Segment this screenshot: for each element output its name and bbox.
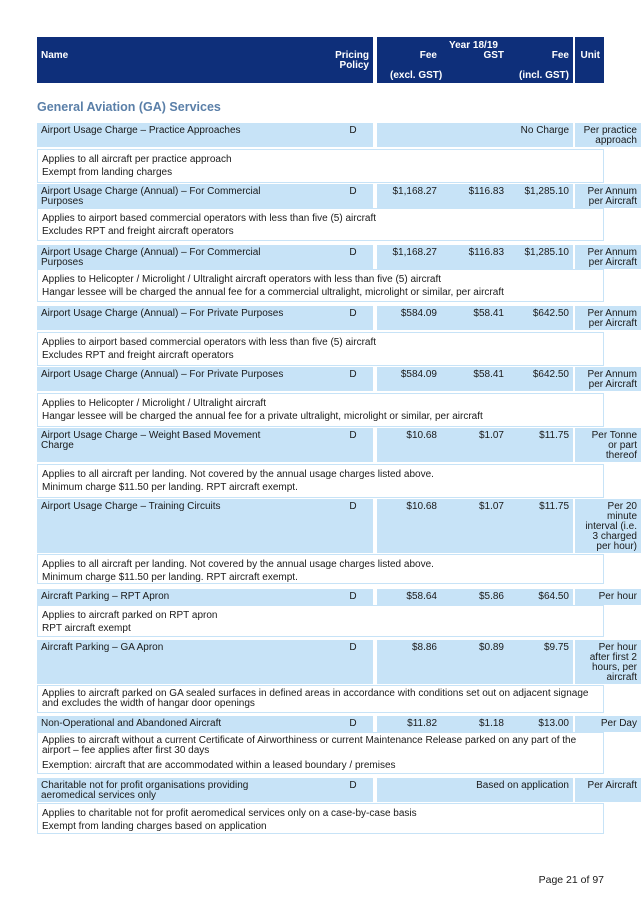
header-fee-incl-top: Fee (551, 50, 569, 61)
row-fees (377, 499, 573, 553)
header-year-cell (377, 37, 573, 83)
row-description: Applies to airport based commercial operators with less than five (5) aircraft Excludes RPT and freight aircraft operators (37, 208, 604, 241)
row-name: Airport Usage Charge (Annual) – For Private Purposes (37, 306, 333, 330)
gst-value: $5.86 (478, 591, 504, 602)
fee-incl-gst: $11.75 (539, 430, 569, 441)
row-policy: D (333, 716, 373, 732)
row-unit: Per Day (575, 716, 641, 732)
no-charge-value: No Charge (520, 125, 569, 136)
fee-excl-gst: $58.64 (406, 591, 437, 602)
row-unit: Per Annum per Aircraft (575, 184, 641, 208)
row-policy: D (333, 184, 373, 208)
row-name: Airport Usage Charge (Annual) – For Private Purposes (37, 367, 333, 391)
fee-incl-gst: $11.75 (539, 501, 569, 512)
row-unit: Per Annum per Aircraft (575, 306, 641, 330)
row-policy: D (333, 589, 373, 605)
row-description: Applies to all aircraft per practice approach Exempt from landing charges (37, 149, 604, 183)
gst-value: $0.89 (478, 642, 504, 653)
row-unit: Per Annum per Aircraft (575, 245, 641, 269)
row-name: Airport Usage Charge – Training Circuits (37, 499, 333, 553)
row-unit: Per Annum per Aircraft (575, 367, 641, 391)
row-unit: Per Aircraft (575, 778, 641, 802)
fee-excl-gst: $10.68 (406, 430, 437, 441)
row-fees (377, 778, 573, 802)
fee-excl-gst: $584.09 (400, 369, 437, 380)
row-description: Applies to aircraft parked on RPT apron RPT aircraft exempt (37, 605, 604, 637)
row-policy: D (333, 245, 373, 269)
gst-value: $1.07 (478, 430, 504, 441)
header-pricing-policy-2: Policy (339, 60, 369, 71)
row-fees (377, 640, 573, 684)
row-unit: Per hour (575, 589, 641, 605)
row-policy: D (333, 640, 373, 684)
header-year: Year 18/19 (449, 40, 498, 51)
fee-incl-gst: $9.75 (543, 642, 569, 653)
gst-value: $116.83 (468, 247, 504, 258)
section-title: General Aviation (GA) Services (37, 100, 221, 114)
header-gst: GST (483, 50, 504, 61)
row-fees (377, 589, 573, 605)
gst-value: $1.07 (478, 501, 504, 512)
row-name: Airport Usage Charge – Practice Approaches (37, 123, 333, 147)
gst-value: $58.41 (473, 308, 504, 319)
row-name: Charitable not for profit organisations providing aeromedical services only (37, 778, 333, 802)
gst-value: $1.18 (478, 718, 504, 729)
header-fee-excl-bottom: (excl. GST) (390, 70, 443, 81)
row-fees (377, 306, 573, 330)
fee-excl-gst: $1,168.27 (392, 186, 437, 197)
fee-excl-gst: $10.68 (406, 501, 437, 512)
row-description: Applies to all aircraft per landing. Not covered by the annual usage charges listed above. Minimum charge $11.50 per landing. RPT aircraft exempt. (37, 464, 604, 498)
header-fee-excl-top: Fee (419, 50, 437, 61)
row-policy: D (333, 499, 373, 553)
gst-value: $58.41 (473, 369, 504, 380)
fee-excl-gst: $8.86 (411, 642, 437, 653)
row-description: Applies to all aircraft per landing. Not covered by the annual usage charges listed above. Minimum charge $11.50 per landing. RPT aircraft exempt. (37, 554, 604, 584)
row-description: Applies to charitable not for profit aeromedical services only on a case-by-case basis Exempt from landing charges based on application (37, 803, 604, 834)
row-unit: Per hour after first 2 hours, per aircraft (575, 640, 641, 684)
row-policy: D (333, 367, 373, 391)
row-fees (377, 184, 573, 208)
row-description: Applies to aircraft without a current Certificate of Airworthiness or current Maintenance Release parked on any part of the airport – fee applies after first 30 days Exemption: aircraft that are accommodated within a leased boundary / premises (37, 732, 604, 774)
row-unit: Per Tonne or part thereof (575, 428, 641, 462)
row-name: Aircraft Parking – RPT Apron (37, 589, 333, 605)
header-unit-cell (575, 37, 604, 83)
row-name: Airport Usage Charge (Annual) – For Commercial Purposes (37, 245, 333, 269)
header-unit: Unit (580, 50, 600, 61)
row-description: Applies to Helicopter / Microlight / Ultralight aircraft Hangar lessee will be charged the annual fee for a private ultralight, microlight or similar, per aircraft (37, 393, 604, 427)
row-name: Non-Operational and Abandoned Aircraft (37, 716, 333, 732)
row-policy: D (333, 428, 373, 462)
gst-value: $116.83 (468, 186, 504, 197)
row-description: Applies to Helicopter / Microlight / Ultralight aircraft operators with less than five (5) aircraft Hangar lessee will be charged the annual fee for a commercial ultralight, microlight or similar, per aircraft (37, 269, 604, 302)
page-number: Page 21 of 97 (538, 874, 604, 886)
fee-incl-gst: $13.00 (538, 718, 569, 729)
row-fees (377, 716, 573, 732)
based-on-application-value: Based on application (476, 780, 569, 791)
row-name: Airport Usage Charge (Annual) – For Commercial Purposes (37, 184, 333, 208)
row-description: Applies to aircraft parked on GA sealed surfaces in defined areas in accordance with conditions set out on adjacent signage and excludes the width of hangar door openings (37, 685, 604, 713)
row-policy: D (333, 778, 373, 802)
fee-excl-gst: $1,168.27 (392, 247, 437, 258)
row-name: Airport Usage Charge – Weight Based Movement Charge (37, 428, 333, 462)
row-fees (377, 367, 573, 391)
fee-incl-gst: $64.50 (538, 591, 569, 602)
table-header (37, 37, 604, 83)
fee-incl-gst: $642.50 (532, 369, 569, 380)
row-fees (377, 428, 573, 462)
fee-incl-gst: $642.50 (532, 308, 569, 319)
fee-incl-gst: $1,285.10 (524, 247, 569, 258)
fee-excl-gst: $584.09 (400, 308, 437, 319)
fee-incl-gst: $1,285.10 (524, 186, 569, 197)
header-pricing-policy-cell (333, 37, 373, 83)
header-fee-incl-bottom: (incl. GST) (519, 70, 569, 81)
row-fees (377, 123, 573, 147)
fee-excl-gst: $11.82 (407, 718, 437, 729)
row-policy: D (333, 306, 373, 330)
row-name: Aircraft Parking – GA Apron (37, 640, 333, 684)
row-fees (377, 245, 573, 269)
header-name-cell (37, 37, 333, 83)
row-description: Applies to airport based commercial operators with less than five (5) aircraft Excludes RPT and freight aircraft operators (37, 332, 604, 366)
row-unit: Per 20 minute interval (i.e. 3 charged per hour) (575, 499, 641, 553)
row-policy: D (333, 123, 373, 147)
header-pricing-policy-1: Pricing (335, 50, 369, 61)
header-name: Name (41, 50, 69, 61)
row-unit: Per practice approach (575, 123, 641, 147)
